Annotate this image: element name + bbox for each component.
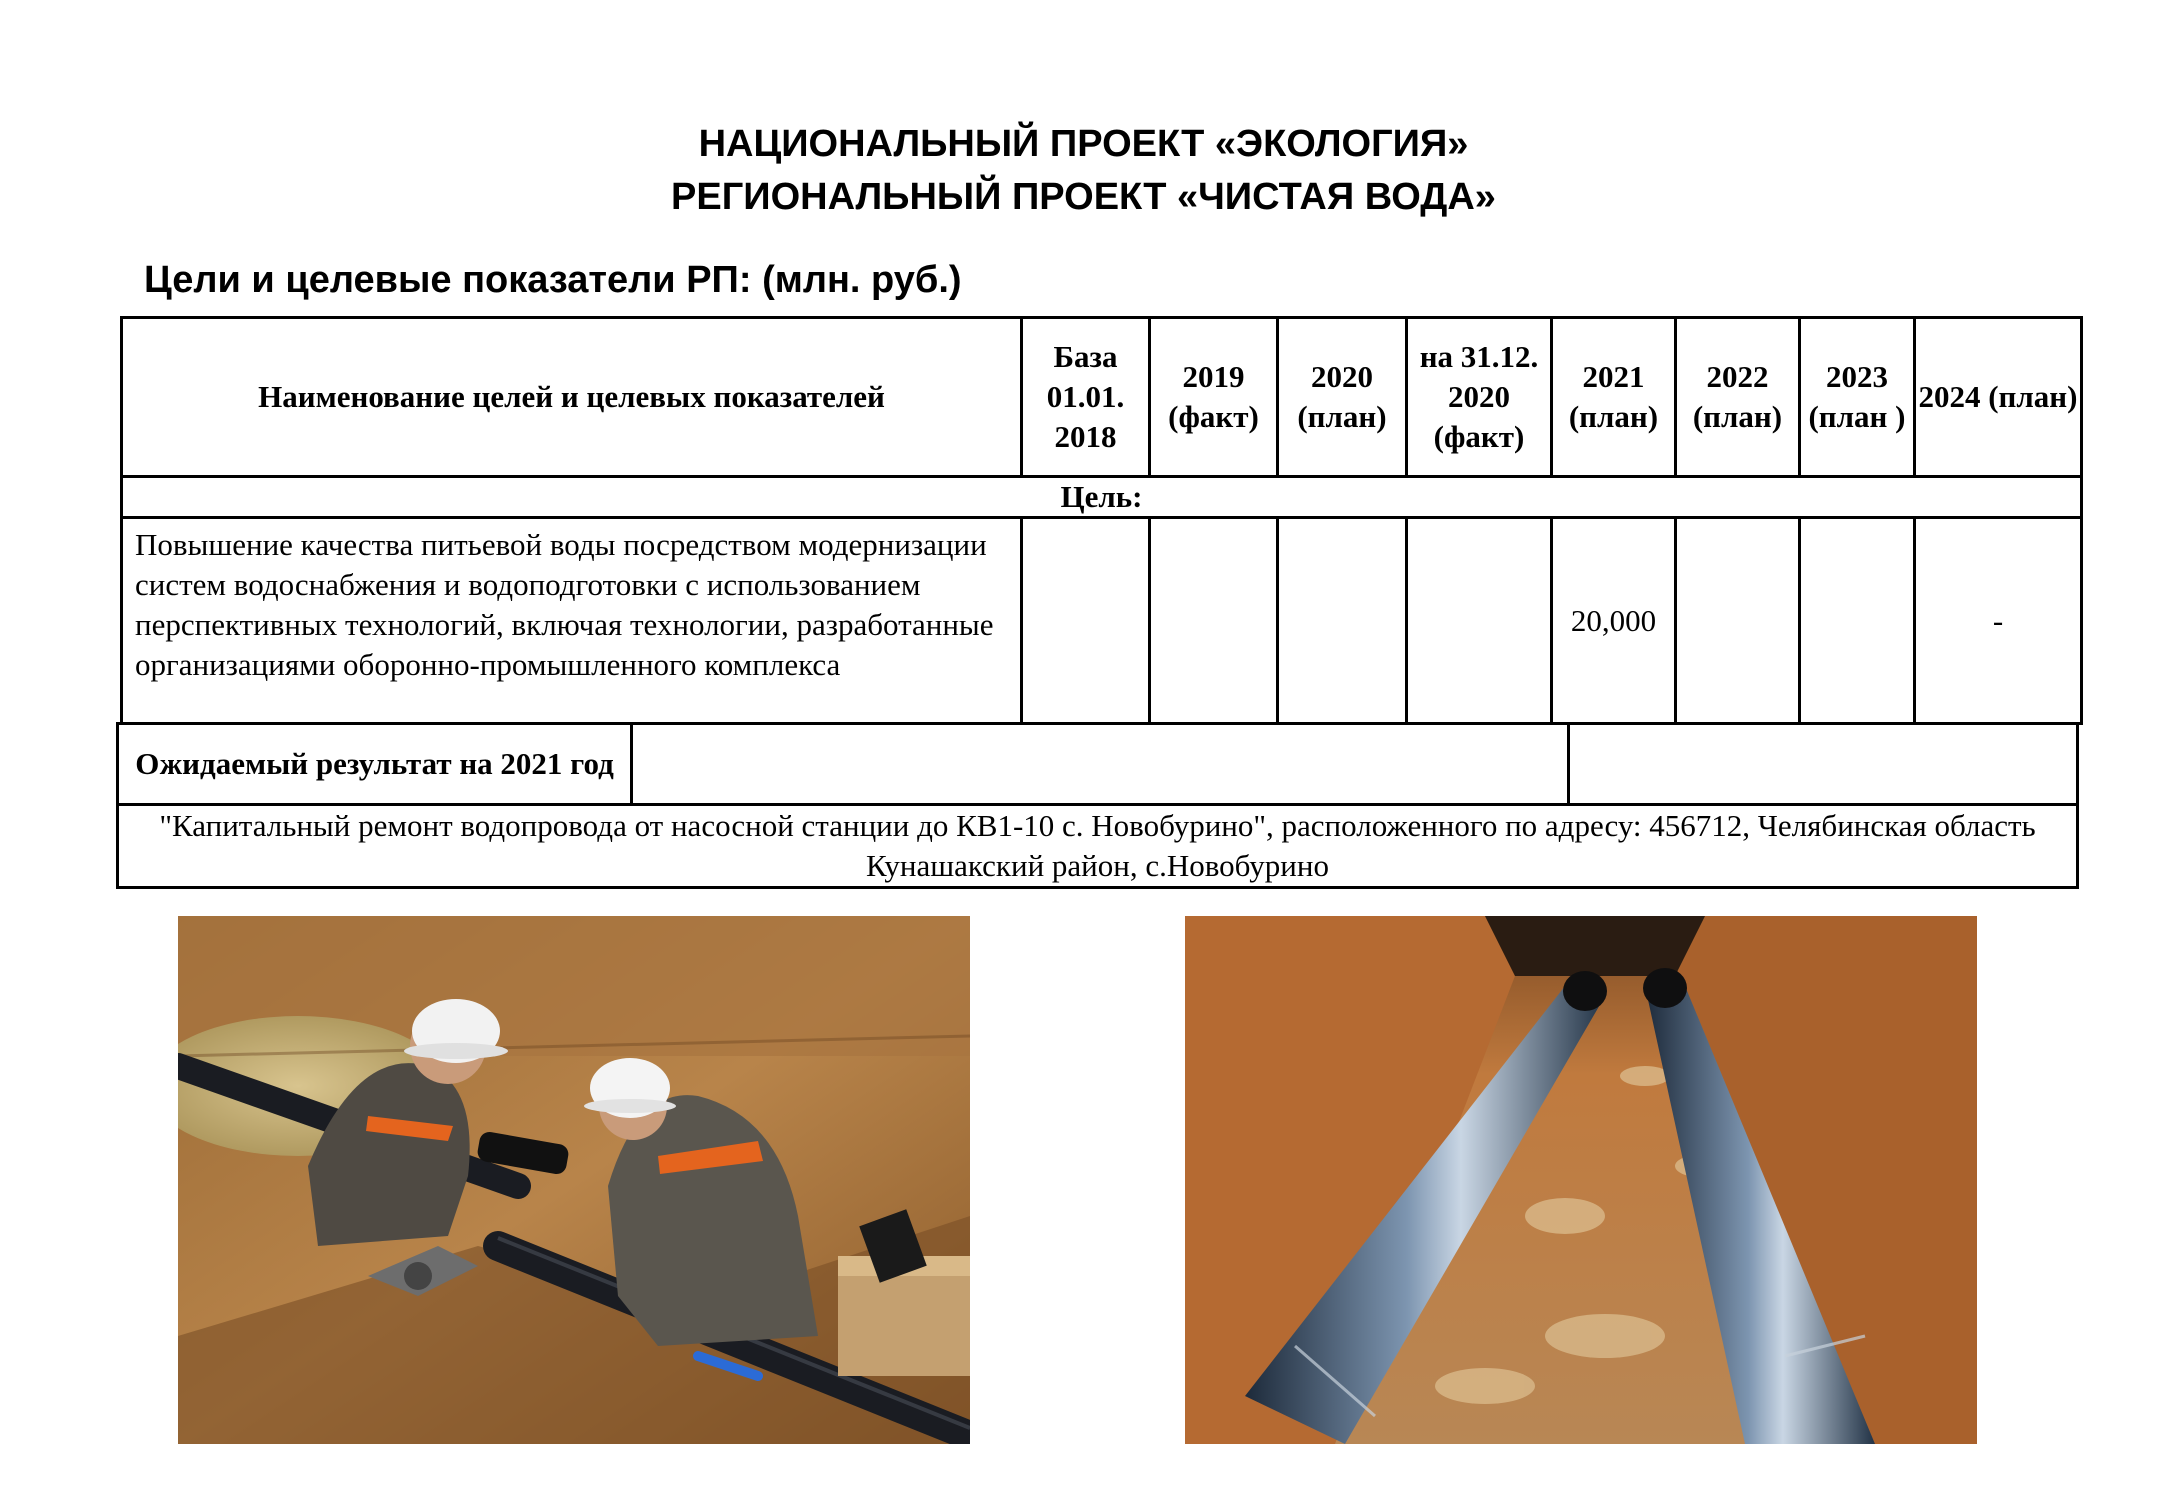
col-header-base: База 01.01. 2018 [1022, 318, 1150, 477]
title-national-project: НАЦИОНАЛЬНЫЙ ПРОЕКТ «ЭКОЛОГИЯ» [698, 123, 1469, 165]
result-text-row [118, 805, 2078, 888]
result-empty-cell [632, 724, 1569, 805]
col-header-2023: 2023 (план ) [1800, 318, 1915, 477]
col-header-name: Наименование целей и целевых показателей [122, 318, 1022, 477]
goal-label: Цель: [122, 477, 2082, 518]
cell-2024: - [1915, 518, 2082, 724]
cell-2023 [1800, 518, 1915, 724]
col-header-2024: 2024 (план) [1915, 318, 2082, 477]
goal-row [122, 477, 2082, 518]
result-empty-cell [1569, 724, 2078, 805]
photo-pipes-trench [1185, 916, 1977, 1444]
cell-2020-plan [1278, 518, 1407, 724]
title-regional-project: РЕГИОНАЛЬНЫЙ ПРОЕКТ «ЧИСТАЯ ВОДА» [671, 176, 1496, 218]
expected-result-text: "Капитальный ремонт водопровода от насосной станции до КВ1-10 с. Новобурино", расположенного по адресу: 456712, Челябинская область Кунашакский район, с.Новобурино [118, 805, 2078, 888]
expected-result-table [116, 722, 2079, 889]
cell-2020-fact [1407, 518, 1552, 724]
col-header-2020-fact: на 31.12. 2020 (факт) [1407, 318, 1552, 477]
targets-table [120, 316, 2083, 725]
col-header-2020-plan: 2020 (план) [1278, 318, 1407, 477]
result-header-row [118, 724, 2078, 805]
cell-2021: 20,000 [1552, 518, 1676, 724]
photo-workers-trench [178, 916, 970, 1444]
col-header-2019: 2019 (факт) [1150, 318, 1278, 477]
goal-description: Повышение качества питьевой воды посредством модернизации систем водоснабжения и водоподготовки с использованием перспективных технологий, включая технологии, разработанные организациями оборонно-промышленного комплекса [122, 518, 1022, 724]
section-subtitle: Цели и целевые показатели РП: (млн. руб.) [144, 259, 962, 301]
expected-result-label: Ожидаемый результат на 2021 год [118, 724, 632, 805]
cell-2022 [1676, 518, 1800, 724]
col-header-2021: 2021 (план) [1552, 318, 1676, 477]
cell-2019 [1150, 518, 1278, 724]
table-header-row [122, 318, 2082, 477]
table-row [122, 518, 2082, 724]
cell-base [1022, 518, 1150, 724]
col-header-2022: 2022 (план) [1676, 318, 1800, 477]
